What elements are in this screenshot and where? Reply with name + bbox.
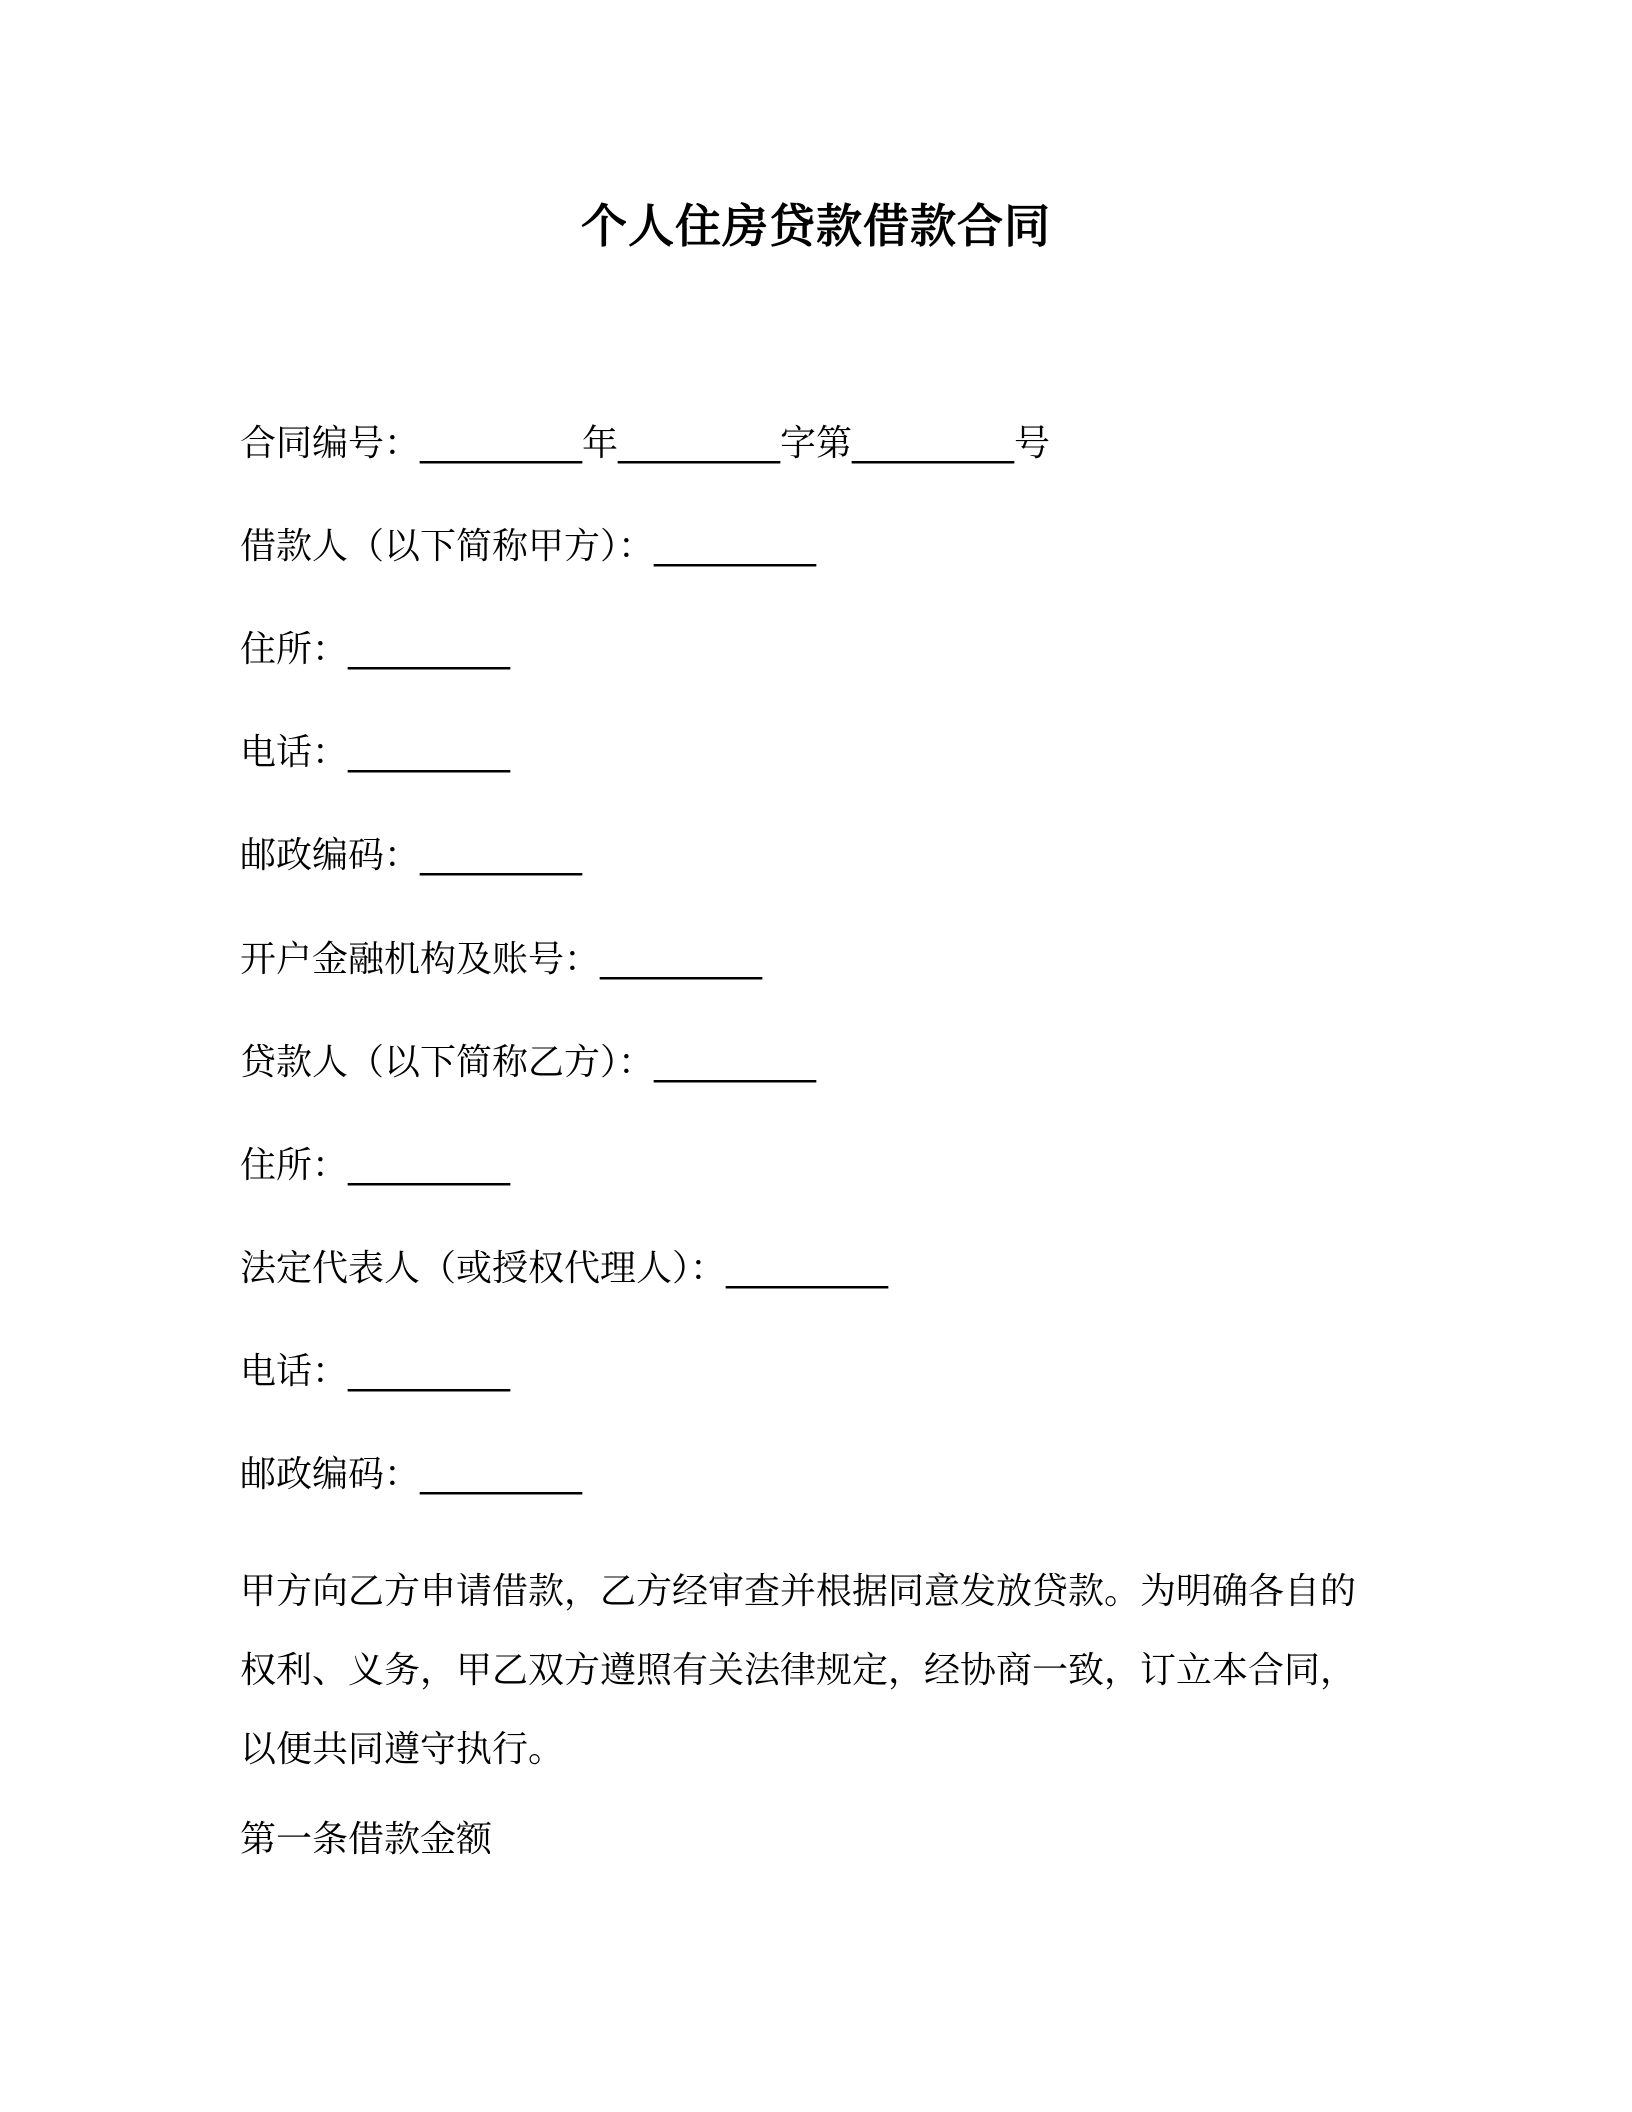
section-heading-article-1: 第一条借款金额	[240, 1819, 493, 1860]
borrower-bank-account-line: 开户金融机构及账号：_________	[240, 939, 763, 980]
borrower-phone-line: 电话：_________	[240, 732, 511, 773]
lender-line: 贷款人（以下简称乙方）：_________	[240, 1042, 817, 1083]
document-title: 个人住房贷款借款合同	[581, 199, 1051, 253]
borrower-address-line: 住所：_________	[240, 629, 511, 670]
legal-representative-line: 法定代表人（或授权代理人）：_________	[240, 1248, 889, 1289]
lender-phone-line: 电话：_________	[240, 1351, 511, 1392]
borrower-line: 借款人（以下简称甲方）：_________	[240, 526, 817, 567]
contract-number-line: 合同编号：_________年_________字第_________号	[240, 423, 1051, 464]
lender-address-line: 住所：_________	[240, 1145, 511, 1186]
lender-postcode-line: 邮政编码：_________	[240, 1454, 583, 1495]
borrower-postcode-line: 邮政编码：_________	[240, 835, 583, 876]
intro-paragraph: 甲方向乙方申请借款，乙方经审查并根据同意发放贷款。为明确各自的权利、义务，甲乙双方遵照有关法律规定，经协商一致，订立本合同，以便共同遵守执行。	[240, 1571, 1357, 1770]
